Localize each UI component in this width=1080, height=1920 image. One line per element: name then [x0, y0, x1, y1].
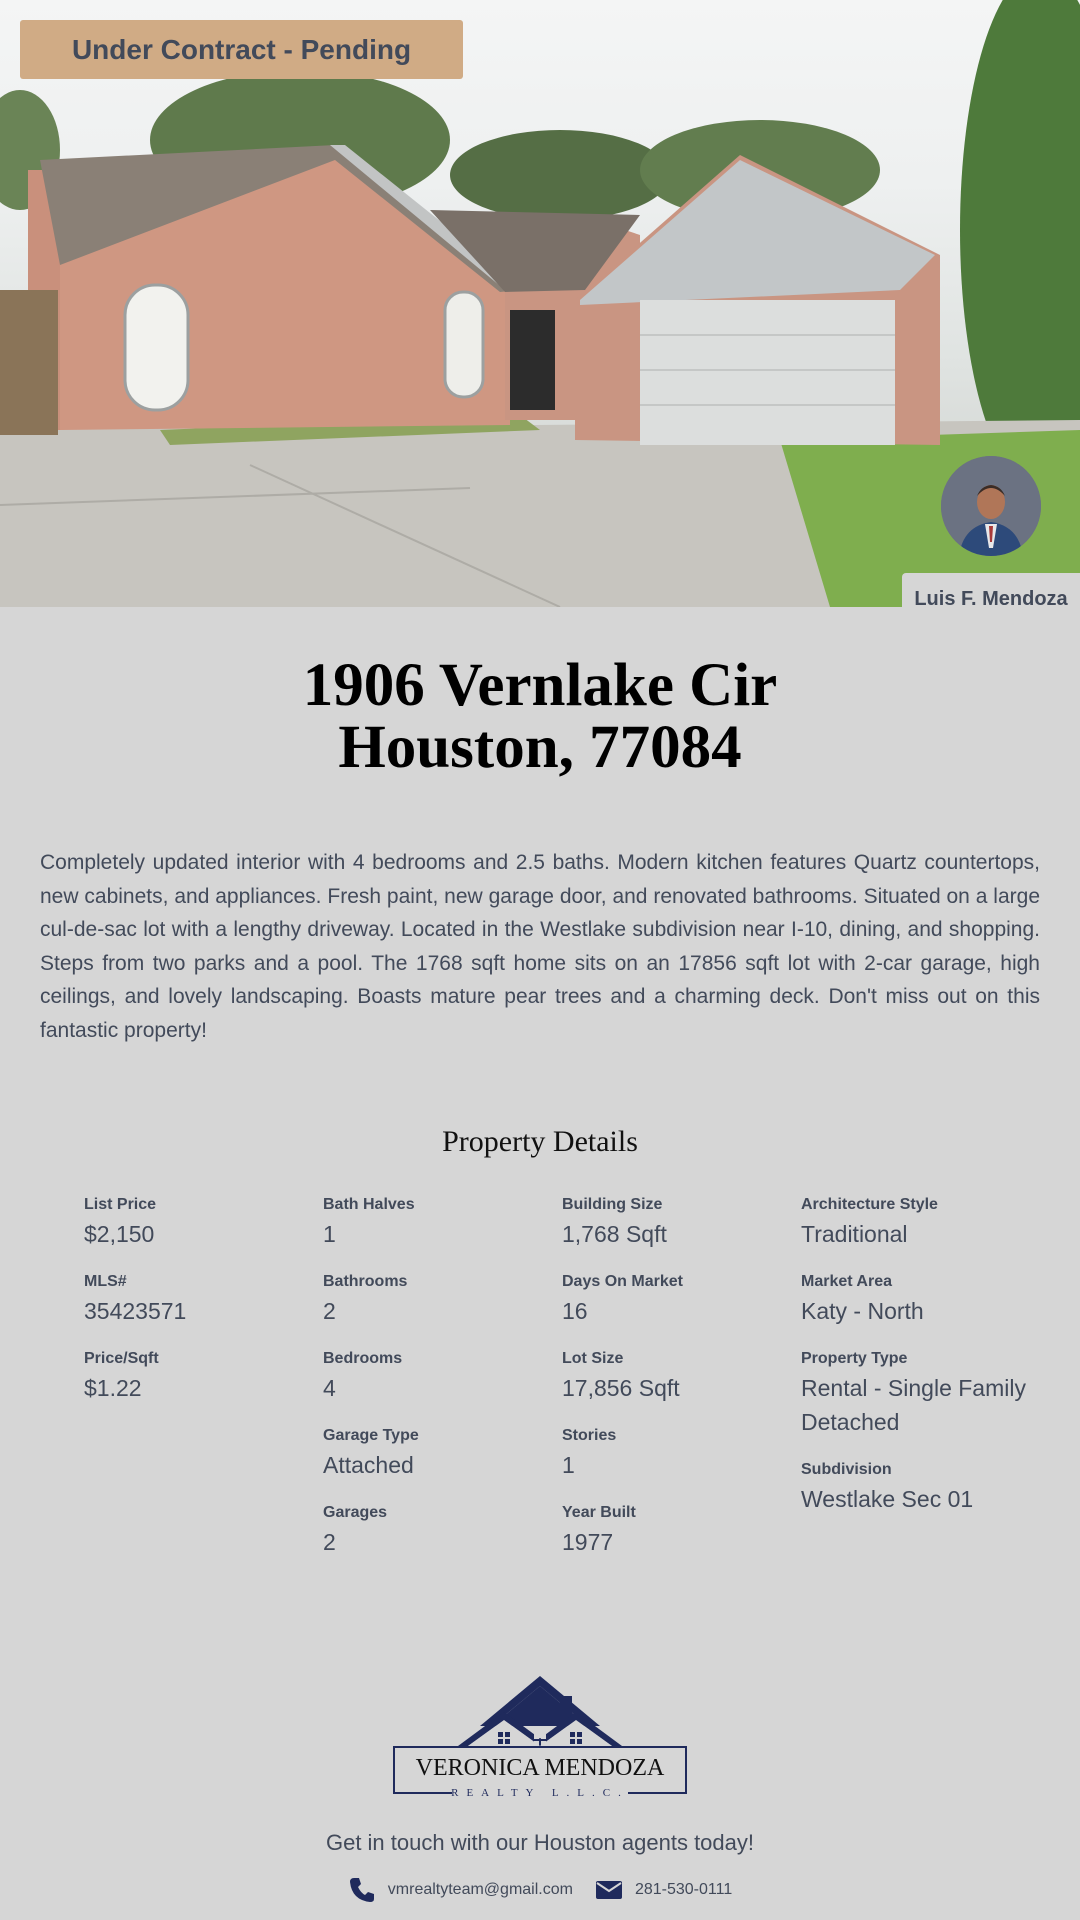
detail-garages — [323, 1503, 553, 1559]
company-logo[interactable] — [392, 1676, 688, 1802]
detail-value: 4 — [323, 1375, 336, 1401]
detail-price-sqft — [84, 1349, 314, 1405]
logo-subtitle: REALTY L.L.C. — [451, 1787, 629, 1799]
phone-link[interactable]: 281-530-0111 — [634, 1881, 733, 1898]
detail-value: 1 — [562, 1452, 575, 1478]
status-badge: Under Contract - Pending — [20, 20, 463, 79]
detail-label: List Price — [84, 1196, 157, 1213]
house-photo-illustration — [0, 0, 1080, 607]
contact-bar — [0, 1876, 1080, 1904]
detail-market-area — [801, 1272, 1031, 1328]
details-column-4 — [801, 1195, 1031, 1537]
logo-name: VERONICA MENDOZA — [415, 1755, 665, 1781]
address-city-zip: Houston, 77084 — [338, 714, 742, 781]
detail-value: $2,150 — [84, 1221, 155, 1247]
detail-value: Rental - Single Family Detached — [801, 1375, 1026, 1435]
detail-label: Days On Market — [562, 1273, 683, 1290]
detail-value: 2 — [323, 1298, 336, 1324]
property-description: Completely updated interior with 4 bedrooms and 2.5 baths. Modern kitchen features Quartz countertops, new cabinets, and appliances. Fresh paint, new garage door, and renovated bathrooms. Situated on a large cul-de-sac lot with a lengthy driveway. Located in the Westlake subdivision near I-10, dining, and shopping. Steps from two parks and a pool. The 1768 sqft home sits on an 17856 sqft lot with 2-car garage, high ceilings, and lovely landscaping. Boasts mature pear trees and a charming deck. Don't miss out on this fantastic property! — [40, 851, 1040, 1042]
detail-year-built — [562, 1503, 792, 1559]
detail-value: 16 — [562, 1298, 588, 1324]
detail-value: Attached — [323, 1452, 414, 1478]
detail-label: Year Built — [562, 1504, 636, 1521]
detail-label: Market Area — [801, 1273, 893, 1290]
detail-value: Traditional — [801, 1221, 908, 1247]
detail-bathrooms — [323, 1272, 553, 1328]
detail-value: 2 — [323, 1529, 336, 1555]
phone-contact[interactable] — [595, 1879, 732, 1901]
detail-label: MLS# — [84, 1273, 127, 1290]
detail-stories — [562, 1426, 792, 1482]
detail-label: Stories — [562, 1427, 617, 1444]
agent-portrait-icon — [941, 456, 1041, 556]
detail-label: Building Size — [562, 1196, 663, 1213]
phone-icon — [348, 1876, 376, 1904]
detail-bedrooms — [323, 1349, 553, 1405]
details-heading: Property Details — [442, 1125, 638, 1158]
detail-building-size — [562, 1195, 792, 1251]
details-column-1 — [84, 1195, 314, 1426]
contact-cta: Get in touch with our Houston agents today! — [325, 1830, 755, 1855]
detail-label: Garages — [323, 1504, 388, 1521]
detail-days-on-market — [562, 1272, 792, 1328]
detail-value: 1,768 Sqft — [562, 1221, 667, 1247]
envelope-icon — [595, 1879, 623, 1901]
detail-mls — [84, 1272, 314, 1328]
detail-label: Architecture Style — [801, 1196, 938, 1213]
detail-label: Property Type — [801, 1350, 908, 1367]
detail-label: Bedrooms — [323, 1350, 403, 1367]
detail-label: Subdivision — [801, 1461, 892, 1478]
detail-value: Katy - North — [801, 1298, 924, 1324]
details-column-3 — [562, 1195, 792, 1580]
house-roof-logo-icon — [392, 1676, 688, 1802]
detail-label: Bathrooms — [323, 1273, 408, 1290]
detail-value: 35423571 — [84, 1298, 187, 1324]
detail-label: Lot Size — [562, 1350, 624, 1367]
detail-list-price — [84, 1195, 314, 1251]
detail-subdivision — [801, 1460, 1031, 1516]
detail-property-type — [801, 1349, 1031, 1439]
listing-photo — [0, 0, 1080, 607]
detail-value: 1 — [323, 1221, 336, 1247]
agent-name[interactable]: Luis F. Mendoza — [902, 573, 1080, 607]
property-address — [0, 652, 1080, 781]
details-column-2 — [323, 1195, 553, 1580]
detail-garage-type — [323, 1426, 553, 1482]
email-contact[interactable] — [348, 1876, 573, 1904]
detail-value: Westlake Sec 01 — [801, 1486, 974, 1512]
detail-label: Garage Type — [323, 1427, 419, 1444]
detail-label: Price/Sqft — [84, 1350, 159, 1367]
email-link[interactable]: vmrealtyteam@gmail.com — [387, 1881, 573, 1898]
detail-value: 1977 — [562, 1529, 614, 1555]
detail-architecture-style — [801, 1195, 1031, 1251]
agent-avatar[interactable] — [941, 456, 1041, 556]
address-street: 1906 Vernlake Cir — [302, 652, 778, 719]
detail-lot-size — [562, 1349, 792, 1405]
detail-bath-halves — [323, 1195, 553, 1251]
detail-label: Bath Halves — [323, 1196, 415, 1213]
detail-value: 17,856 Sqft — [562, 1375, 680, 1401]
detail-value: $1.22 — [84, 1375, 142, 1401]
